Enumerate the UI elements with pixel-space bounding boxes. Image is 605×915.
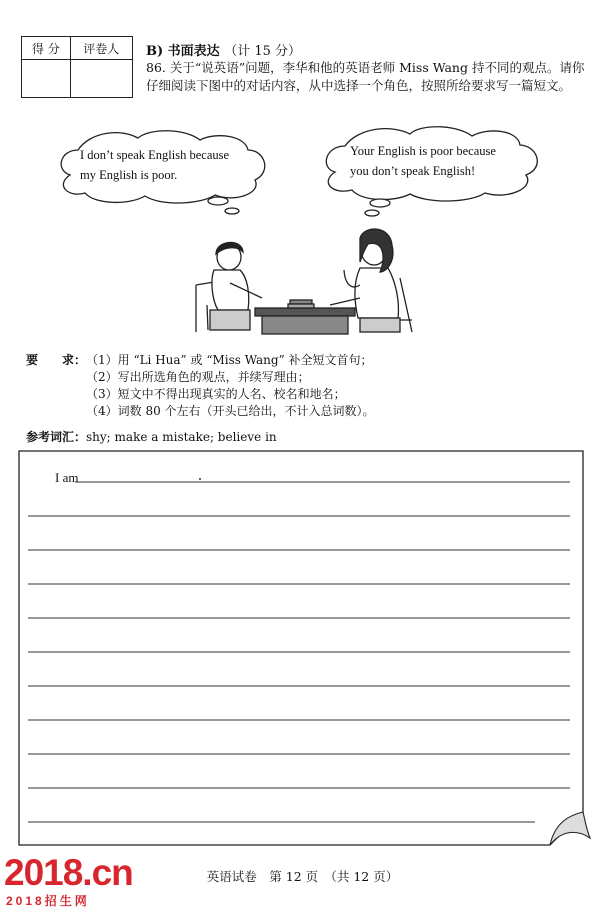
section-title-text: B) 书面表达 (146, 44, 220, 59)
reference-words: shy; make a mistake; believe in (86, 430, 277, 444)
requirements-label: 要 求： (26, 353, 87, 367)
answer-starter: I am (55, 470, 79, 485)
requirement-item: （4）词数 80 个左右（开头已给出，不计入总词数）。 (86, 404, 375, 418)
requirement-item: （1）用 “Li Hua” 或 “Miss Wang” 补全短文首句； (86, 353, 373, 367)
requirement-item: （3）短文中不得出现真实的人名、校名和地名； (86, 387, 346, 401)
grader-label: 评卷人 (70, 37, 132, 60)
requirement-item: （2）写出所选角色的观点，并续写理由； (86, 370, 310, 384)
section-points: （计 15 分） (224, 44, 302, 59)
logo-main-text: 2018.cn (4, 852, 133, 893)
left-bubble-line-1: I don’t speak English because (80, 148, 230, 162)
score-label: 得 分 (22, 37, 71, 60)
right-bubble-line-2: you don’t speak English! (350, 164, 476, 178)
page-footer: 英语试卷 第 12 页 （共 12 页） (206, 869, 399, 884)
question-text: 86. 关于“说英语”问题，李华和他的英语老师 Miss Wang 持不同的观点。请你仔细阅读下图中的对话内容，从中选择一个角色，按照所给要求写一篇短文。 (146, 60, 585, 93)
site-logo (4, 853, 154, 911)
left-bubble-line-2: my English is poor. (80, 168, 178, 182)
reference-label: 参考词汇： (26, 430, 87, 444)
logo-sub-text: 2018招生网 (6, 894, 90, 908)
right-bubble-line-1: Your English is poor because (350, 144, 496, 158)
